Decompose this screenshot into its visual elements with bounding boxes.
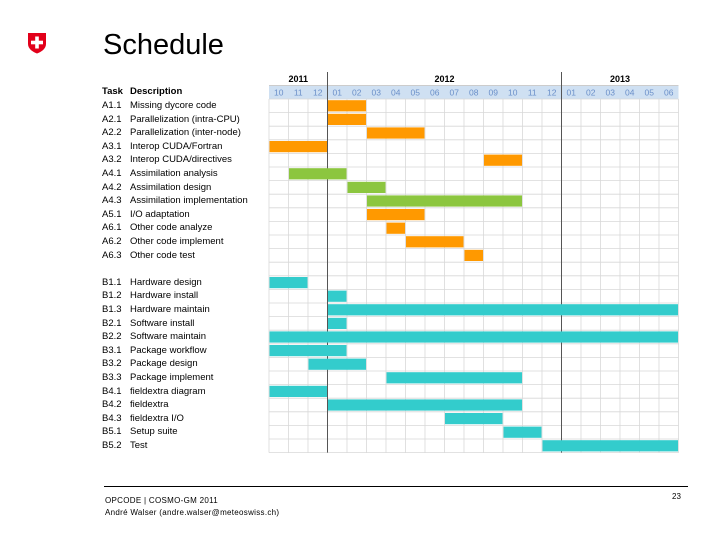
task-description: Missing dycore code bbox=[130, 100, 217, 111]
task-description: Assimilation analysis bbox=[130, 168, 218, 179]
gantt-bar bbox=[270, 386, 328, 397]
task-description: Assimilation implementation bbox=[130, 195, 248, 207]
gantt-bar bbox=[543, 440, 679, 451]
task-description: I/O adaptation bbox=[130, 208, 190, 220]
task-description: fieldextra diagram bbox=[130, 385, 206, 397]
task-id: B5.1 bbox=[102, 426, 122, 438]
task-id: B5.2 bbox=[102, 440, 122, 451]
task-description: Other code test bbox=[130, 249, 195, 261]
task-id: A3.1 bbox=[102, 140, 122, 152]
task-description: Package implement bbox=[130, 372, 214, 383]
task-id: A6.1 bbox=[102, 222, 122, 234]
task-description: Interop CUDA/Fortran bbox=[130, 140, 223, 152]
month-label: 01 bbox=[332, 87, 342, 98]
task-description: fieldextra bbox=[130, 399, 169, 411]
month-label: 12 bbox=[313, 87, 323, 98]
task-description: Hardware maintain bbox=[130, 304, 210, 315]
task-id: B4.1 bbox=[102, 385, 122, 397]
task-description: Setup suite bbox=[130, 426, 178, 438]
gantt-bar bbox=[270, 331, 679, 342]
task-id: A2.2 bbox=[102, 127, 122, 139]
month-label: 02 bbox=[586, 87, 596, 98]
year-label: 2013 bbox=[609, 74, 631, 84]
task-id: B3.1 bbox=[102, 344, 122, 356]
task-id: A6.3 bbox=[102, 249, 122, 261]
gantt-bar bbox=[484, 155, 522, 166]
gantt-bar bbox=[270, 141, 328, 152]
task-id: B4.2 bbox=[102, 399, 122, 411]
footer-author: André Walser (andre.walser@meteoswiss.ch) bbox=[105, 508, 280, 517]
gantt-bar bbox=[465, 250, 484, 261]
task-description: Package workflow bbox=[130, 344, 207, 356]
task-description: Other code implement bbox=[130, 236, 224, 247]
year-label: 2012 bbox=[434, 74, 455, 84]
task-id: A6.2 bbox=[102, 236, 122, 247]
gantt-bar bbox=[367, 209, 425, 220]
month-label: 11 bbox=[527, 87, 537, 98]
month-label: 12 bbox=[547, 87, 557, 98]
gantt-bar bbox=[504, 427, 542, 438]
month-label: 10 bbox=[274, 87, 284, 98]
task-id: A4.2 bbox=[102, 181, 122, 193]
task-description: Interop CUDA/directives bbox=[130, 154, 232, 166]
gantt-bar bbox=[367, 195, 522, 206]
task-id: A1.1 bbox=[102, 100, 122, 111]
task-description: Parallelization (intra-CPU) bbox=[130, 113, 240, 125]
task-description: Parallelization (inter-node) bbox=[130, 127, 241, 139]
gantt-bar bbox=[387, 372, 523, 383]
month-label: 04 bbox=[625, 87, 635, 98]
month-label: 07 bbox=[449, 87, 459, 98]
task-id: A4.3 bbox=[102, 195, 122, 207]
description-column-header: Description bbox=[130, 86, 183, 97]
page-number: 23 bbox=[672, 492, 681, 501]
gantt-bar bbox=[328, 291, 347, 302]
month-label: 02 bbox=[352, 87, 362, 98]
footer-divider bbox=[104, 486, 688, 487]
task-id: B4.3 bbox=[102, 412, 122, 424]
task-description: Other code analyze bbox=[130, 222, 213, 234]
month-label: 06 bbox=[664, 87, 674, 98]
task-description: Software maintain bbox=[130, 331, 207, 343]
month-label: 01 bbox=[566, 87, 576, 98]
month-label: 08 bbox=[469, 87, 479, 98]
gantt-bar bbox=[328, 399, 522, 410]
month-label: 09 bbox=[488, 87, 498, 98]
task-id: B3.2 bbox=[102, 358, 122, 370]
task-description: Hardware design bbox=[130, 276, 202, 288]
gantt-bar bbox=[367, 127, 425, 138]
task-id: B2.2 bbox=[102, 331, 122, 343]
task-id: B1.3 bbox=[102, 304, 122, 315]
gantt-bar bbox=[328, 114, 366, 125]
gantt-bar bbox=[406, 236, 464, 247]
month-label: 03 bbox=[605, 87, 615, 98]
task-id: A4.1 bbox=[102, 168, 122, 179]
task-column-header: Task bbox=[102, 86, 123, 97]
gantt-bar bbox=[348, 182, 386, 193]
task-id: B1.2 bbox=[102, 290, 122, 302]
task-description: Software install bbox=[130, 317, 195, 329]
gantt-bar bbox=[328, 318, 347, 329]
task-id: B1.1 bbox=[102, 276, 122, 288]
task-id: A5.1 bbox=[102, 208, 122, 220]
gantt-bar bbox=[270, 277, 308, 288]
task-id: B2.1 bbox=[102, 317, 122, 329]
month-label: 11 bbox=[293, 87, 303, 98]
gantt-bar bbox=[328, 100, 366, 111]
year-label: 2011 bbox=[288, 74, 309, 84]
task-description: Package design bbox=[130, 358, 198, 370]
gantt-bar bbox=[289, 168, 347, 179]
month-label: 06 bbox=[430, 87, 440, 98]
gantt-bar bbox=[445, 413, 503, 424]
footer-conference: OPCODE | COSMO-GM 2011 bbox=[105, 496, 218, 505]
gantt-bar bbox=[328, 304, 678, 315]
month-label: 05 bbox=[644, 87, 654, 98]
gantt-bar bbox=[387, 223, 406, 234]
task-description: Hardware install bbox=[130, 290, 199, 302]
task-description: Assimilation design bbox=[130, 181, 212, 193]
month-label: 05 bbox=[410, 87, 420, 98]
slide-title: Schedule bbox=[103, 29, 224, 61]
task-id: A3.2 bbox=[102, 154, 122, 166]
task-description: Test bbox=[130, 440, 148, 451]
month-label: 10 bbox=[508, 87, 518, 98]
month-label: 04 bbox=[391, 87, 401, 98]
gantt-bar bbox=[309, 359, 367, 370]
gantt-bar bbox=[270, 345, 347, 356]
task-id: B3.3 bbox=[102, 372, 122, 383]
task-description: fieldextra I/O bbox=[130, 412, 184, 424]
task-id: A2.1 bbox=[102, 113, 122, 125]
month-label: 03 bbox=[371, 87, 381, 98]
